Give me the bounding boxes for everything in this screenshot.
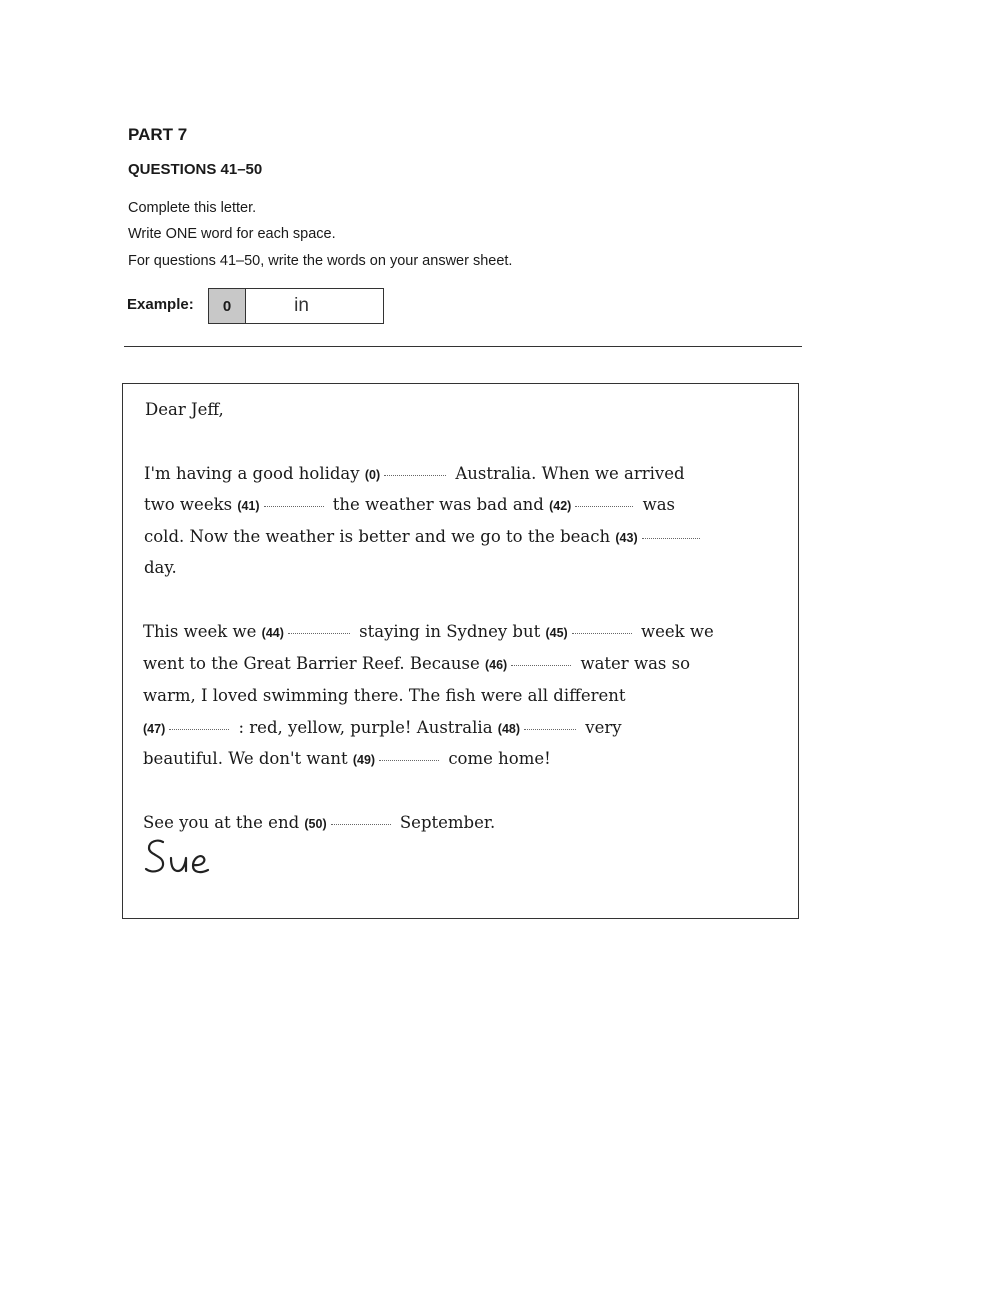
gap-number: (0): [364, 468, 381, 482]
letter-text: week we: [640, 622, 714, 641]
letter-text: very: [585, 718, 622, 737]
answer-gap[interactable]: [169, 728, 229, 730]
letter-line: [143, 622, 714, 641]
gap-number: (48): [497, 722, 521, 736]
letter-line: [143, 718, 622, 737]
letter-text: September.: [399, 813, 496, 832]
example-answer: in: [294, 295, 309, 316]
letter-line: [143, 813, 495, 832]
letter-text: day.: [144, 558, 177, 577]
letter-text: was: [642, 495, 676, 514]
letter-line: [144, 527, 704, 546]
letter-text: This week we: [143, 622, 257, 641]
letter-line: [144, 558, 177, 577]
letter-text: warm, I loved swimming there. The fish were all different: [143, 686, 626, 705]
part-title: PART 7: [128, 125, 188, 144]
gap-number: (41): [237, 499, 260, 513]
gap-number: (43): [615, 531, 638, 545]
letter-text: I'm having a good holiday: [144, 464, 360, 483]
example-box: [208, 288, 384, 324]
letter-line: [144, 464, 685, 483]
instruction-line: For questions 41–50, write the words on your answer sheet.: [128, 253, 513, 269]
answer-gap[interactable]: [331, 823, 391, 825]
divider: [124, 346, 802, 347]
letter-line: [143, 686, 626, 705]
answer-gap[interactable]: [642, 537, 700, 539]
letter-text: went to the Great Barrier Reef. Because: [143, 654, 480, 673]
gap-number: (49): [352, 753, 376, 767]
signature: [144, 836, 224, 880]
letter-text: the weather was bad and: [332, 495, 544, 514]
gap-number: (50): [304, 817, 327, 831]
letter-text: : red, yellow, purple! Australia: [238, 718, 493, 737]
answer-gap[interactable]: [575, 505, 633, 507]
gap-number: (47): [143, 722, 166, 736]
answer-gap[interactable]: [384, 474, 446, 476]
gap-number: (46): [484, 658, 508, 672]
letter-greeting: Dear Jeff,: [145, 400, 224, 419]
answer-gap[interactable]: [264, 505, 324, 507]
answer-gap[interactable]: [379, 759, 439, 761]
instruction-line: Write ONE word for each space.: [128, 226, 336, 242]
letter-text: cold. Now the weather is better and we go to the beach: [144, 527, 611, 546]
gap-number: (45): [545, 626, 568, 640]
letter-line: [144, 495, 675, 514]
letter-text: come home!: [448, 749, 551, 768]
letter-text: water was so: [580, 654, 691, 673]
letter-line: [143, 749, 551, 768]
letter-text: staying in Sydney but: [359, 622, 541, 641]
gap-number: (44): [261, 626, 284, 640]
answer-gap[interactable]: [572, 632, 632, 634]
letter-text: two weeks: [144, 495, 233, 514]
letter-text: Australia. When we arrived: [455, 464, 685, 483]
letter-text: beautiful. We don't want: [143, 749, 348, 768]
questions-title: QUESTIONS 41–50: [128, 161, 263, 178]
letter-text: See you at the end: [143, 813, 300, 832]
example-label: Example:: [127, 296, 194, 313]
instruction-line: Complete this letter.: [128, 200, 257, 216]
example-number: 0: [209, 289, 246, 323]
answer-gap[interactable]: [524, 728, 576, 730]
answer-gap[interactable]: [288, 632, 350, 634]
answer-gap[interactable]: [511, 664, 571, 666]
letter-line: [143, 654, 690, 673]
gap-number: (42): [549, 499, 572, 513]
